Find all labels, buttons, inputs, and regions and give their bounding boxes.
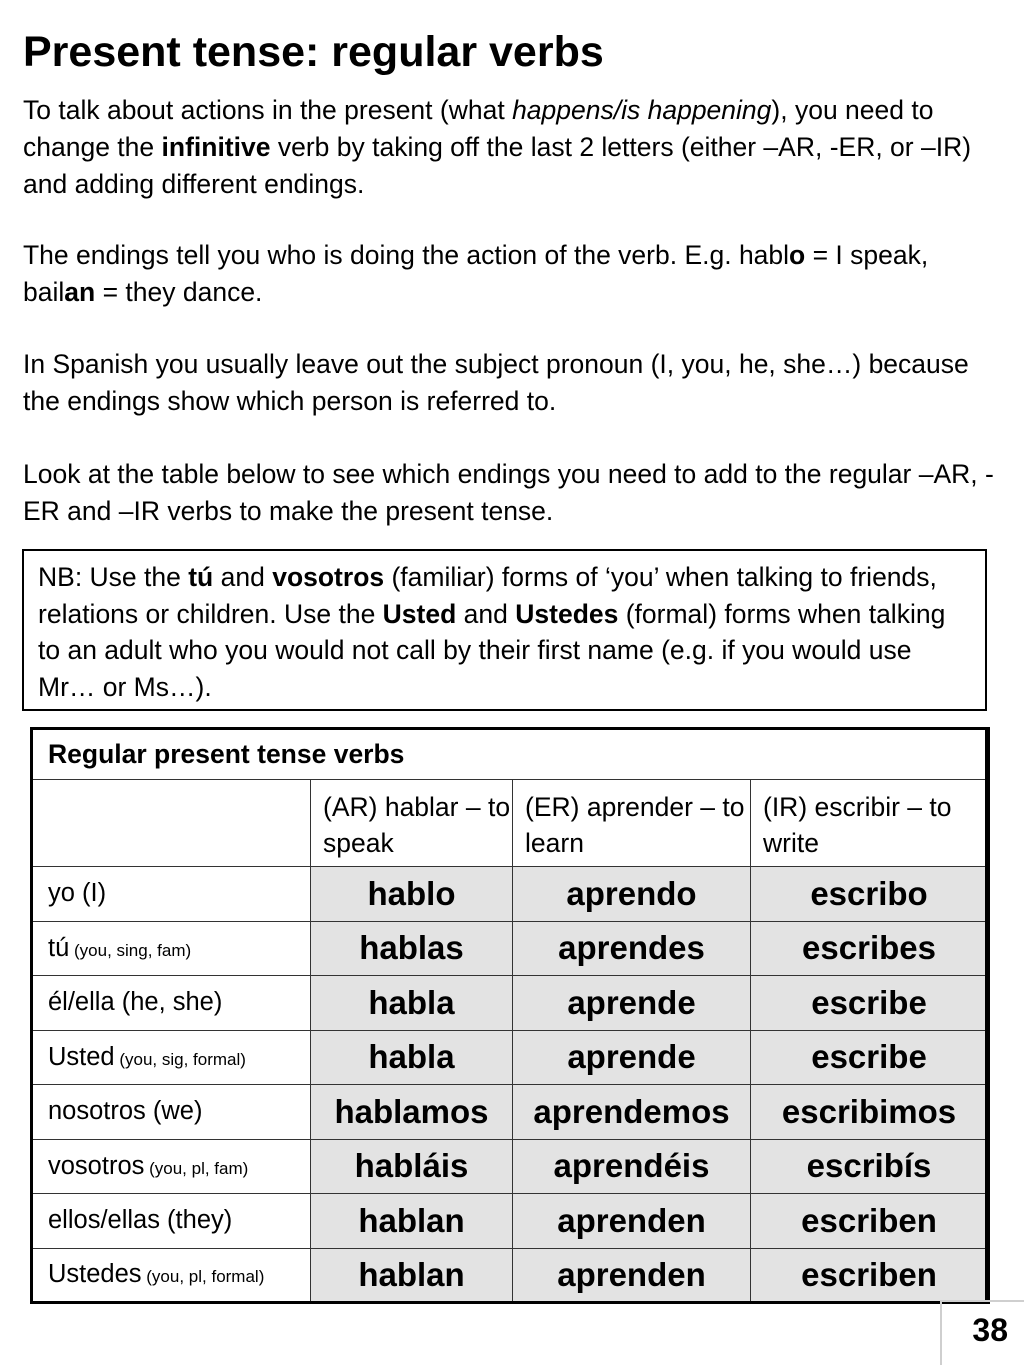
ending-bold: an <box>64 277 96 307</box>
intro-paragraph-3: In Spanish you usually leave out the subject pronoun (I, you, he, she…) because the endings show which person is referred to. <box>23 349 969 416</box>
conjugation-cell: aprendemos <box>513 1085 751 1140</box>
pronoun-cell: ellos/ellas (they) <box>32 1194 311 1249</box>
pronoun-cell: tú (you, sing, fam) <box>32 921 311 976</box>
conjugation-cell: escriben <box>751 1194 989 1249</box>
conjugation-cell: aprendes <box>513 921 751 976</box>
conjugation-cell: aprendo <box>513 867 751 922</box>
conjugation-table <box>30 727 990 1304</box>
table-row <box>32 1194 989 1249</box>
header-empty-cell <box>32 780 311 867</box>
table-row <box>32 1030 989 1085</box>
emphasis-italic: happens/is happening <box>512 95 772 125</box>
table-row <box>32 867 989 922</box>
emphasis-bold: infinitive <box>161 132 271 162</box>
conjugation-cell: escriben <box>751 1248 989 1303</box>
table-row <box>32 1248 989 1303</box>
intro-paragraph-2: The endings tell you who is doing the action of the verb. E.g. hablo = I speak, bailan = they dance. <box>23 240 929 307</box>
pronoun-cell: nosotros (we) <box>32 1085 311 1140</box>
table-row <box>32 976 989 1031</box>
table-header-row <box>32 780 989 867</box>
conjugation-cell: escribe <box>751 976 989 1031</box>
conjugation-cell: escribo <box>751 867 989 922</box>
conjugation-cell: escribís <box>751 1139 989 1194</box>
table-row <box>32 1139 989 1194</box>
conjugation-cell: escribes <box>751 921 989 976</box>
pronoun-cell: vosotros (you, pl, fam) <box>32 1139 311 1194</box>
conjugation-cell: aprende <box>513 1030 751 1085</box>
conjugation-cell: hablan <box>311 1194 513 1249</box>
pronoun-cell: Ustedes (you, pl, formal) <box>32 1248 311 1303</box>
page-number: 38 <box>940 1300 1024 1365</box>
intro-paragraph-1: To talk about actions in the present (what happens/is happening), you need to change the infinitive verb by taking off the last 2 letters (either –AR, -ER, or –IR) and adding different endings. <box>23 95 972 199</box>
conjugation-cell: escribimos <box>751 1085 989 1140</box>
conjugation-cell: habla <box>311 1030 513 1085</box>
conjugation-cell: aprende <box>513 976 751 1031</box>
conjugation-cell: hablamos <box>311 1085 513 1140</box>
intro-paragraph-4: Look at the table below to see which endings you need to add to the regular –AR, -ER and –IR verbs to make the present tense. <box>23 459 994 526</box>
pronoun-cell: Usted (you, sig, formal) <box>32 1030 311 1085</box>
conjugation-cell: aprenden <box>513 1248 751 1303</box>
table-row <box>32 1085 989 1140</box>
table-edge-shadow <box>985 730 988 1300</box>
pronoun-cell: él/ella (he, she) <box>32 976 311 1031</box>
table-caption: Regular present tense verbs <box>32 729 989 780</box>
ending-bold: o <box>789 240 806 270</box>
conjugation-cell: escribe <box>751 1030 989 1085</box>
header-ar: (AR) hablar – to speak <box>311 780 513 867</box>
table-row <box>32 921 989 976</box>
table-caption-row <box>32 729 989 780</box>
nb-note-box: NB: Use the tú and vosotros (familiar) forms of ‘you’ when talking to friends, relations or children. Use the Usted and Ustedes (formal) forms when talking to an adult who you would not call by their first name (e.g. if you would use Mr… or Ms…). <box>22 549 987 711</box>
conjugation-cell: habláis <box>311 1139 513 1194</box>
pronoun-cell: yo (I) <box>32 867 311 922</box>
page-title: Present tense: regular verbs <box>23 28 604 76</box>
header-er: (ER) aprender – to learn <box>513 780 751 867</box>
conjugation-cell: hablo <box>311 867 513 922</box>
conjugation-cell: habla <box>311 976 513 1031</box>
conjugation-cell: hablas <box>311 921 513 976</box>
conjugation-cell: hablan <box>311 1248 513 1303</box>
header-ir: (IR) escribir – to write <box>751 780 989 867</box>
conjugation-cell: aprendéis <box>513 1139 751 1194</box>
conjugation-cell: aprenden <box>513 1194 751 1249</box>
